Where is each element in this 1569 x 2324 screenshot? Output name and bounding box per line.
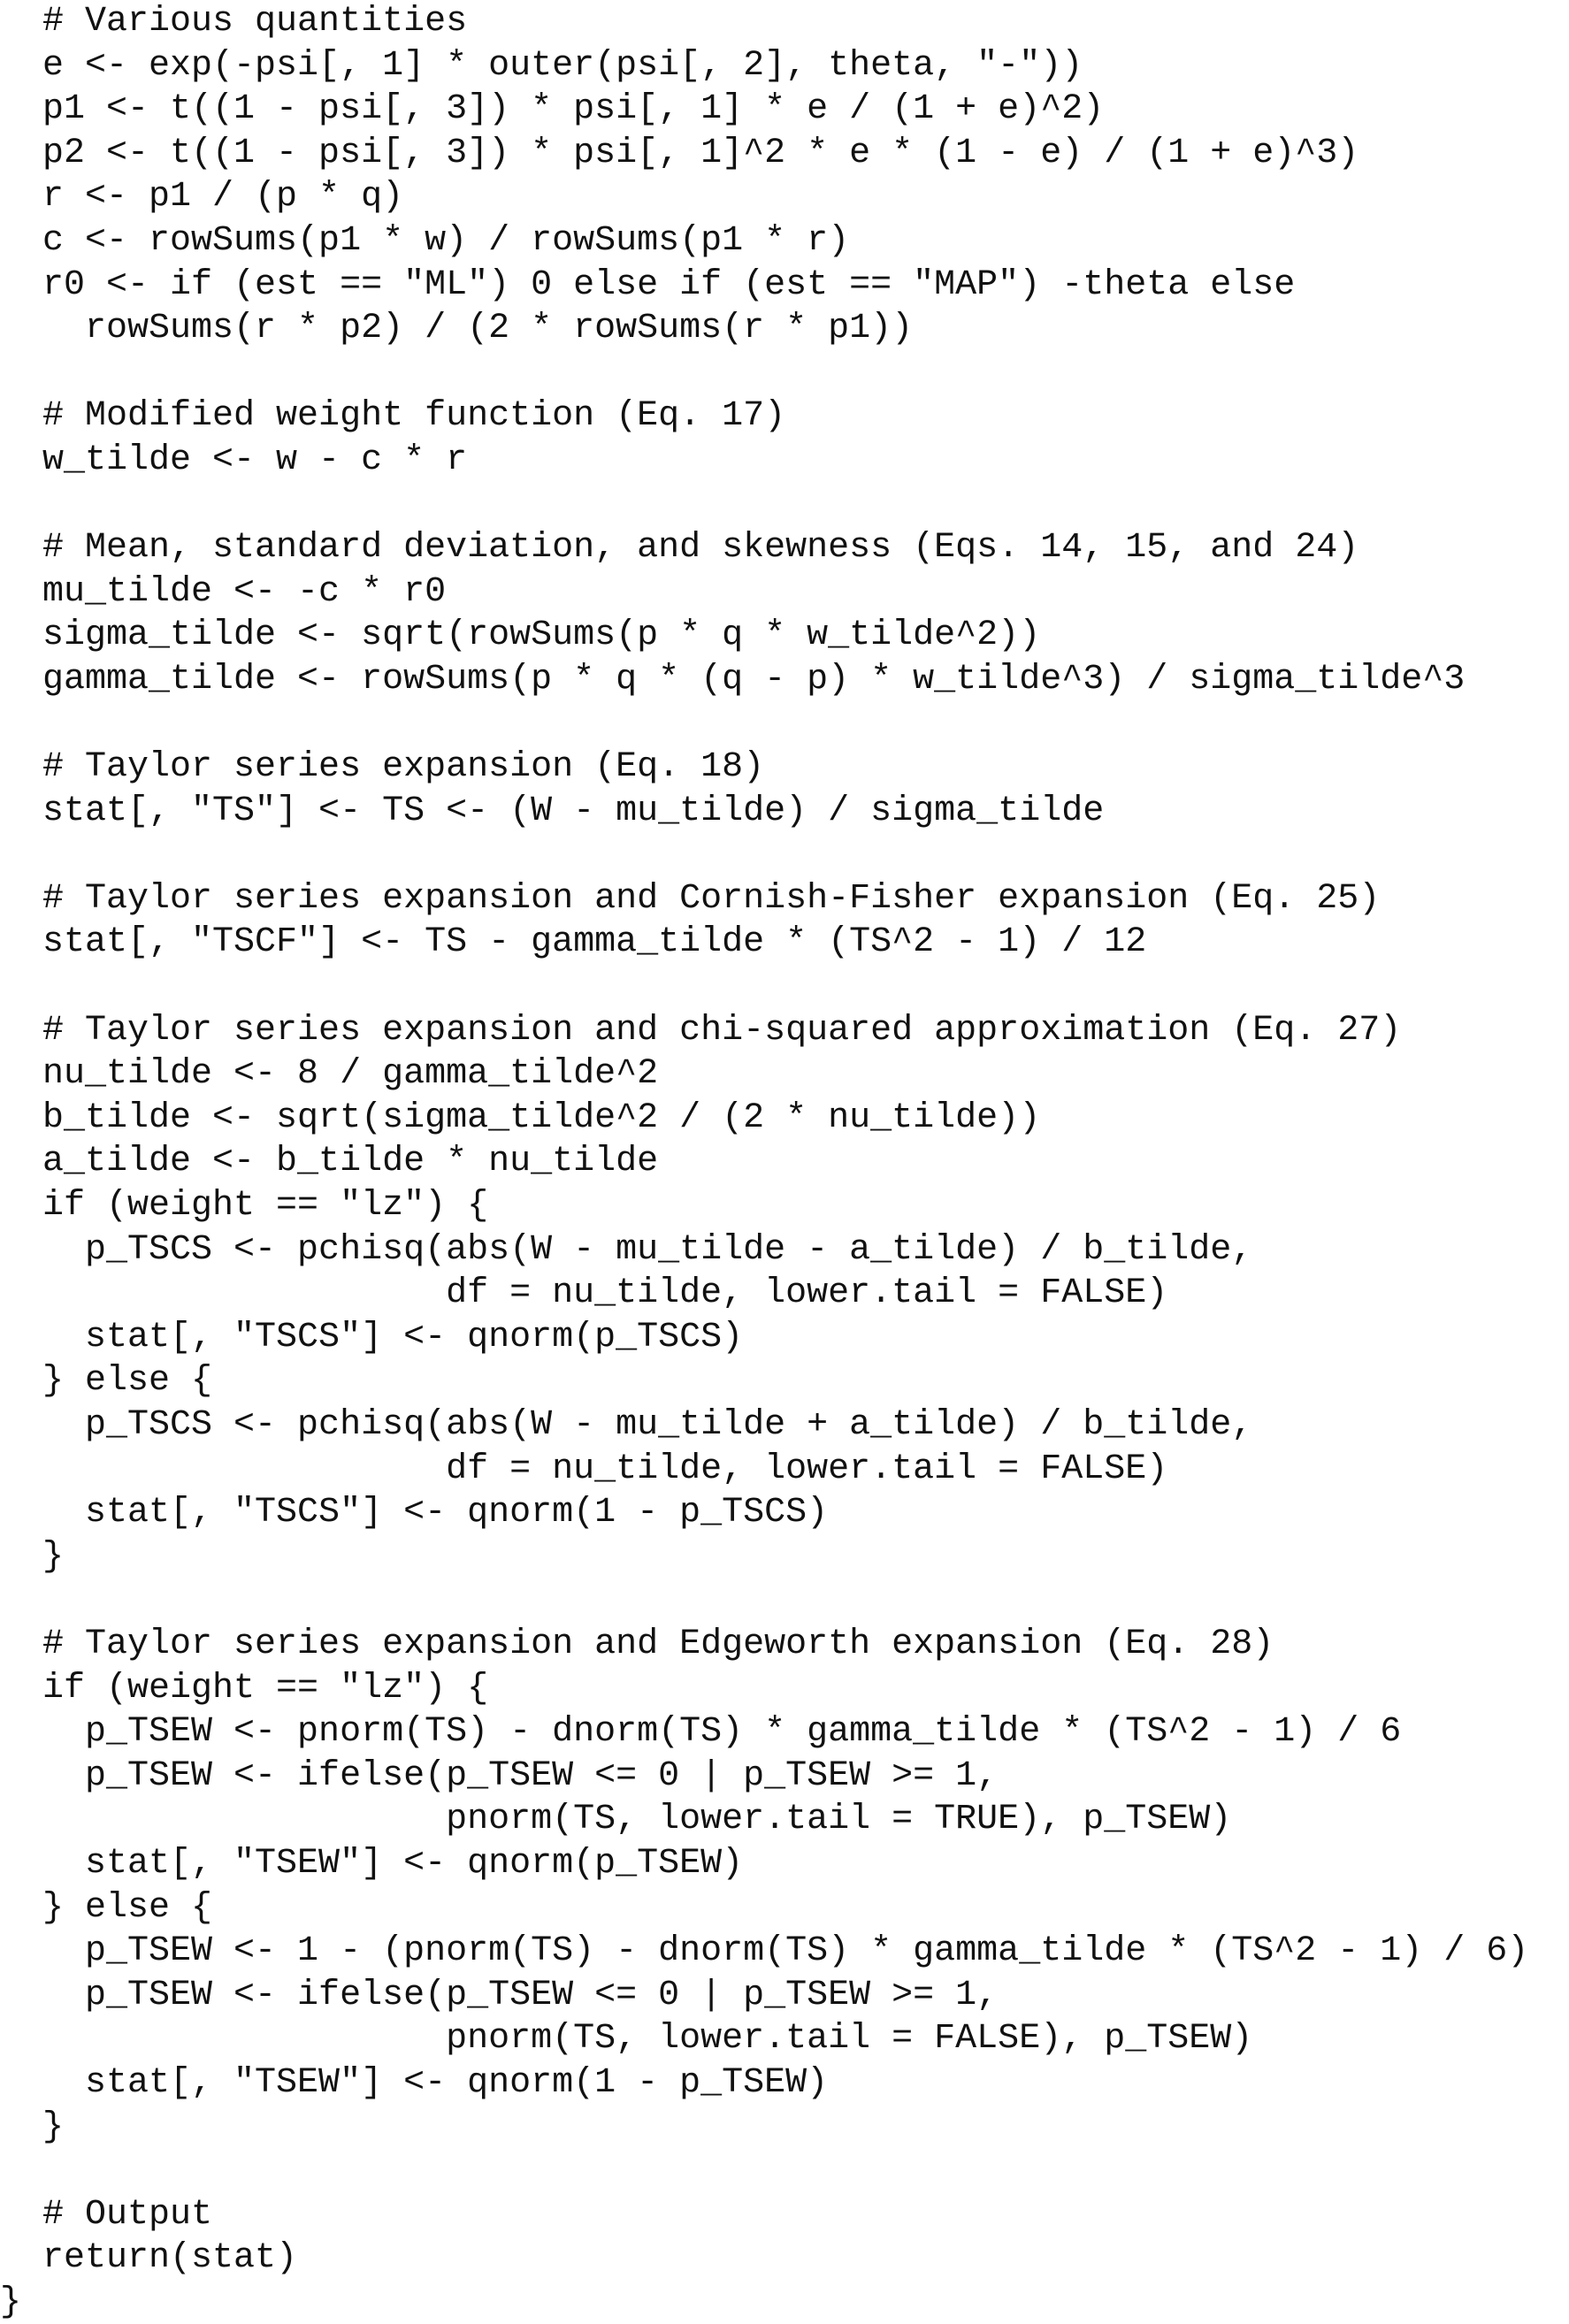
code-line: return(stat) bbox=[0, 2238, 298, 2279]
code-line: r0 <- if (est == "ML") 0 else if (est == "MAP") -theta else bbox=[0, 264, 1296, 305]
code-line: r <- p1 / (p * q) bbox=[0, 177, 404, 218]
code-line: stat[, "TSCS"] <- qnorm(p_TSCS) bbox=[0, 1317, 744, 1357]
code-line: if (weight == "lz") { bbox=[0, 1186, 489, 1227]
code-line: e <- exp(-psi[, 1] * outer(psi[, 2], theta, "-")) bbox=[0, 45, 1083, 86]
code-line: gamma_tilde <- rowSums(p * q * (q - p) * w_tilde^3) / sigma_tilde^3 bbox=[0, 659, 1466, 699]
code-line: p_TSEW <- ifelse(p_TSEW <= 0 | p_TSEW >= 1, bbox=[0, 1755, 999, 1796]
code-line: # Taylor series expansion (Eq. 18) bbox=[0, 747, 765, 788]
code-line: # Modified weight function (Eq. 17) bbox=[0, 396, 786, 437]
code-line: nu_tilde <- 8 / gamma_tilde^2 bbox=[0, 1054, 659, 1095]
code-line: stat[, "TSEW"] <- qnorm(1 - p_TSEW) bbox=[0, 2062, 829, 2103]
code-line: p2 <- t((1 - psi[, 3]) * psi[, 1]^2 * e * (1 - e) / (1 + e)^3) bbox=[0, 133, 1359, 173]
code-line: # Taylor series expansion and Edgeworth expansion (Eq. 28) bbox=[0, 1624, 1274, 1664]
code-line: # Output bbox=[0, 2194, 213, 2235]
code-line: # Various quantities bbox=[0, 2, 468, 42]
code-line: df = nu_tilde, lower.tail = FALSE) bbox=[0, 1449, 1168, 1489]
code-line: p_TSEW <- 1 - (pnorm(TS) - dnorm(TS) * gamma_tilde * (TS^2 - 1) / 6) bbox=[0, 1931, 1529, 1972]
code-line: pnorm(TS, lower.tail = FALSE), p_TSEW) bbox=[0, 2019, 1253, 2060]
code-line: pnorm(TS, lower.tail = TRUE), p_TSEW) bbox=[0, 1800, 1232, 1840]
code-line: } bbox=[0, 2282, 22, 2322]
code-line: if (weight == "lz") { bbox=[0, 1668, 489, 1709]
code-line bbox=[0, 833, 1569, 877]
code-line: sigma_tilde <- sqrt(rowSums(p * q * w_tilde^2)) bbox=[0, 615, 1041, 656]
code-line: } else { bbox=[0, 1361, 213, 1402]
code-line: } else { bbox=[0, 1887, 213, 1928]
code-line: a_tilde <- b_tilde * nu_tilde bbox=[0, 1142, 659, 1182]
code-line bbox=[0, 965, 1569, 1009]
code-line: stat[, "TS"] <- TS <- (W - mu_tilde) / sigma_tilde bbox=[0, 791, 1105, 831]
code-line bbox=[0, 351, 1569, 395]
code-line: # Taylor series expansion and chi-squared approximation (Eq. 27) bbox=[0, 1010, 1402, 1051]
code-line: # Taylor series expansion and Cornish-Fisher expansion (Eq. 25) bbox=[0, 878, 1381, 919]
code-line: p_TSEW <- ifelse(p_TSEW <= 0 | p_TSEW >= 1, bbox=[0, 1975, 999, 2015]
code-line: stat[, "TSCF"] <- TS - gamma_tilde * (TS^2 - 1) / 12 bbox=[0, 922, 1147, 963]
code-line: } bbox=[0, 2106, 65, 2147]
code-line: b_tilde <- sqrt(sigma_tilde^2 / (2 * nu_tilde)) bbox=[0, 1097, 1041, 1138]
code-line: # Mean, standard deviation, and skewness (Eqs. 14, 15, and 24) bbox=[0, 528, 1359, 569]
code-line: df = nu_tilde, lower.tail = FALSE) bbox=[0, 1273, 1168, 1314]
code-line bbox=[0, 2149, 1569, 2193]
code-line: p_TSEW <- pnorm(TS) - dnorm(TS) * gamma_tilde * (TS^2 - 1) / 6 bbox=[0, 1712, 1402, 1753]
code-line: stat[, "TSEW"] <- qnorm(p_TSEW) bbox=[0, 1843, 744, 1884]
code-line bbox=[0, 1579, 1569, 1623]
code-line: p1 <- t((1 - psi[, 3]) * psi[, 1] * e / (1 + e)^2) bbox=[0, 89, 1105, 130]
code-line bbox=[0, 483, 1569, 527]
code-line bbox=[0, 702, 1569, 746]
code-line: } bbox=[0, 1536, 65, 1577]
code-line: rowSums(r * p2) / (2 * rowSums(r * p1)) bbox=[0, 309, 914, 349]
code-line: w_tilde <- w - c * r bbox=[0, 440, 468, 480]
code-line: p_TSCS <- pchisq(abs(W - mu_tilde + a_tilde) / b_tilde, bbox=[0, 1405, 1253, 1445]
code-line: p_TSCS <- pchisq(abs(W - mu_tilde - a_tilde) / b_tilde, bbox=[0, 1229, 1253, 1270]
code-line: mu_tilde <- -c * r0 bbox=[0, 571, 447, 612]
code-line: stat[, "TSCS"] <- qnorm(1 - p_TSCS) bbox=[0, 1493, 829, 1533]
code-line: c <- rowSums(p1 * w) / rowSums(p1 * r) bbox=[0, 220, 850, 261]
